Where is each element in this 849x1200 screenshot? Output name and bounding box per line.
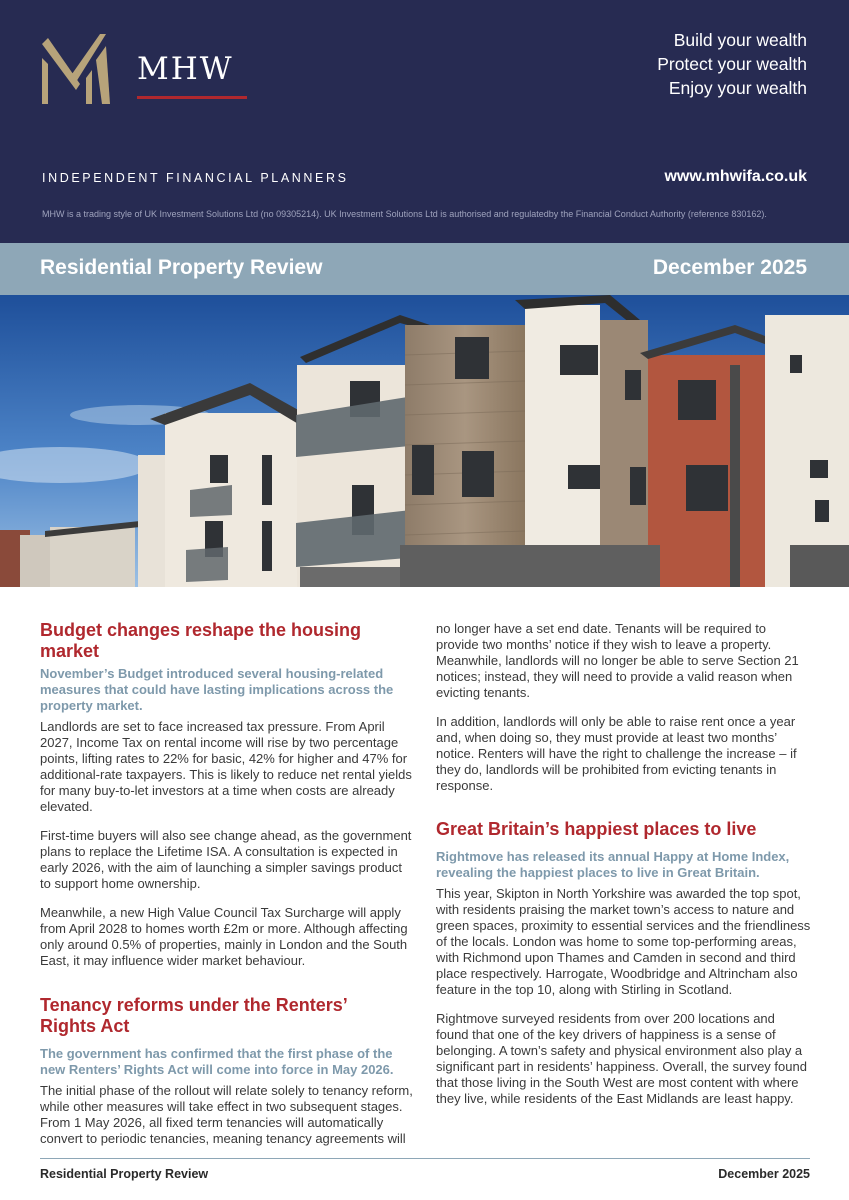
tenancy-heading: Tenancy reforms under the Renters’ Rights Act bbox=[40, 995, 347, 1036]
happiest-lead: Rightmove has released its annual Happy at Home Index, revealing the happiest places to live in Great Britain. bbox=[436, 849, 790, 880]
budget-paragraph-3: Meanwhile, a new High Value Council Tax Surcharge will apply from April 2028 to homes worth £2m or more. Although affecting only around 0.5% of properties, mainly in London and the South East, it may influence wider market behaviour. bbox=[40, 905, 408, 968]
masthead bbox=[0, 0, 849, 243]
regulatory-notice: MHW is a trading style of UK Investment Solutions Ltd (no 09305214). UK Investment Solutions Ltd is authorised and regulatedby the Financial Conduct Authority (reference 830162). bbox=[42, 209, 767, 219]
publication-date: December 2025 bbox=[652, 256, 807, 279]
publication-title: Residential Property Review bbox=[40, 256, 323, 279]
brand-subtitle: INDEPENDENT FINANCIAL PLANNERS bbox=[42, 171, 349, 185]
website-link[interactable]: www.mhwifa.co.uk bbox=[664, 168, 807, 185]
title-bar bbox=[0, 243, 849, 295]
budget-lead: November’s Budget introduced several housing-related measures that could have lasting implications across the property market. bbox=[40, 666, 394, 713]
tenancy-lead: The government has confirmed that the first phase of the new Renters’ Rights Act will come into force in May 2026. bbox=[40, 1046, 394, 1077]
left-column bbox=[40, 620, 415, 1160]
taglines bbox=[657, 28, 807, 100]
tagline-protect: Protect your wealth bbox=[657, 54, 807, 74]
tagline-enjoy: Enjoy your wealth bbox=[668, 78, 807, 98]
happiest-heading: Great Britain’s happiest places to live bbox=[436, 819, 757, 839]
tenancy-paragraph-3: In addition, landlords will only be able to raise rent once a year and, when doing so, they must provide at least two months’ notice. Renters will have the right to challenge the increase – if they do, landlords will be prohibited from evicting tenants in response. bbox=[436, 714, 797, 793]
budget-heading: Budget changes reshape the housing market bbox=[40, 620, 362, 661]
budget-paragraph-2: First-time buyers will also see change ahead, as the government plans to replace the Lifetime ISA. A consultation is expected in early 2026, with the aim of launching a simpler savings product to support home ownership. bbox=[40, 828, 412, 891]
happiest-paragraph-1: This year, Skipton in North Yorkshire was awarded the top spot, with residents praising the market town’s access to nature and green spaces, proximity to essential services and the friendliness of the locals. London was home to some top-performing areas, with Richmond upon Thames and Camden in second and third place respectively. Harrogate, Woodbridge and Altrincham also feature in the top 10, along with Stirling in Scotland. bbox=[436, 886, 811, 997]
budget-paragraph-1: Landlords are set to face increased tax pressure. From April 2027, Income Tax on rental income will rise by two percentage points, lifting rates to 22% for basic, 42% for higher and 47% for additional-rate taxpayers. This is likely to reduce net rental yields for many buy-to-let investors at a time when costs are already elevated. bbox=[40, 719, 412, 814]
brand-underline bbox=[137, 96, 247, 99]
right-column bbox=[436, 621, 811, 1120]
apartment-building-photo bbox=[0, 295, 849, 587]
tagline-build: Build your wealth bbox=[673, 30, 807, 50]
happiest-paragraph-2: Rightmove surveyed residents from over 200 locations and found that one of the key drivers of happiness is a sense of belonging. A town’s safety and physical environment also play a significant part in residents’ happiness. Overall, the survey found that those living in the South West are most content with where they live, while residents of the East Midlands are least happy. bbox=[436, 1011, 807, 1106]
tenancy-paragraph-1: The initial phase of the rollout will relate solely to tenancy reform, while other measures will take effect in two subsequent stages. From 1 May 2026, all fixed term tenancies will automatically convert to periodic tenancies, meaning tenancy agreements will bbox=[40, 1083, 413, 1146]
brand-name: MHW bbox=[137, 51, 234, 87]
footer-divider bbox=[40, 1158, 810, 1159]
footer-date: December 2025 bbox=[718, 1167, 810, 1181]
footer-title: Residential Property Review bbox=[40, 1167, 209, 1181]
tenancy-paragraph-2: no longer have a set end date. Tenants will be required to provide two months’ notice if they wish to leave a property. Meanwhile, landlords will no longer be able to serve Section 21 notices; instead, they will need to provide a valid reason when evicting tenants. bbox=[436, 621, 799, 700]
mhw-monogram-icon bbox=[40, 30, 112, 104]
